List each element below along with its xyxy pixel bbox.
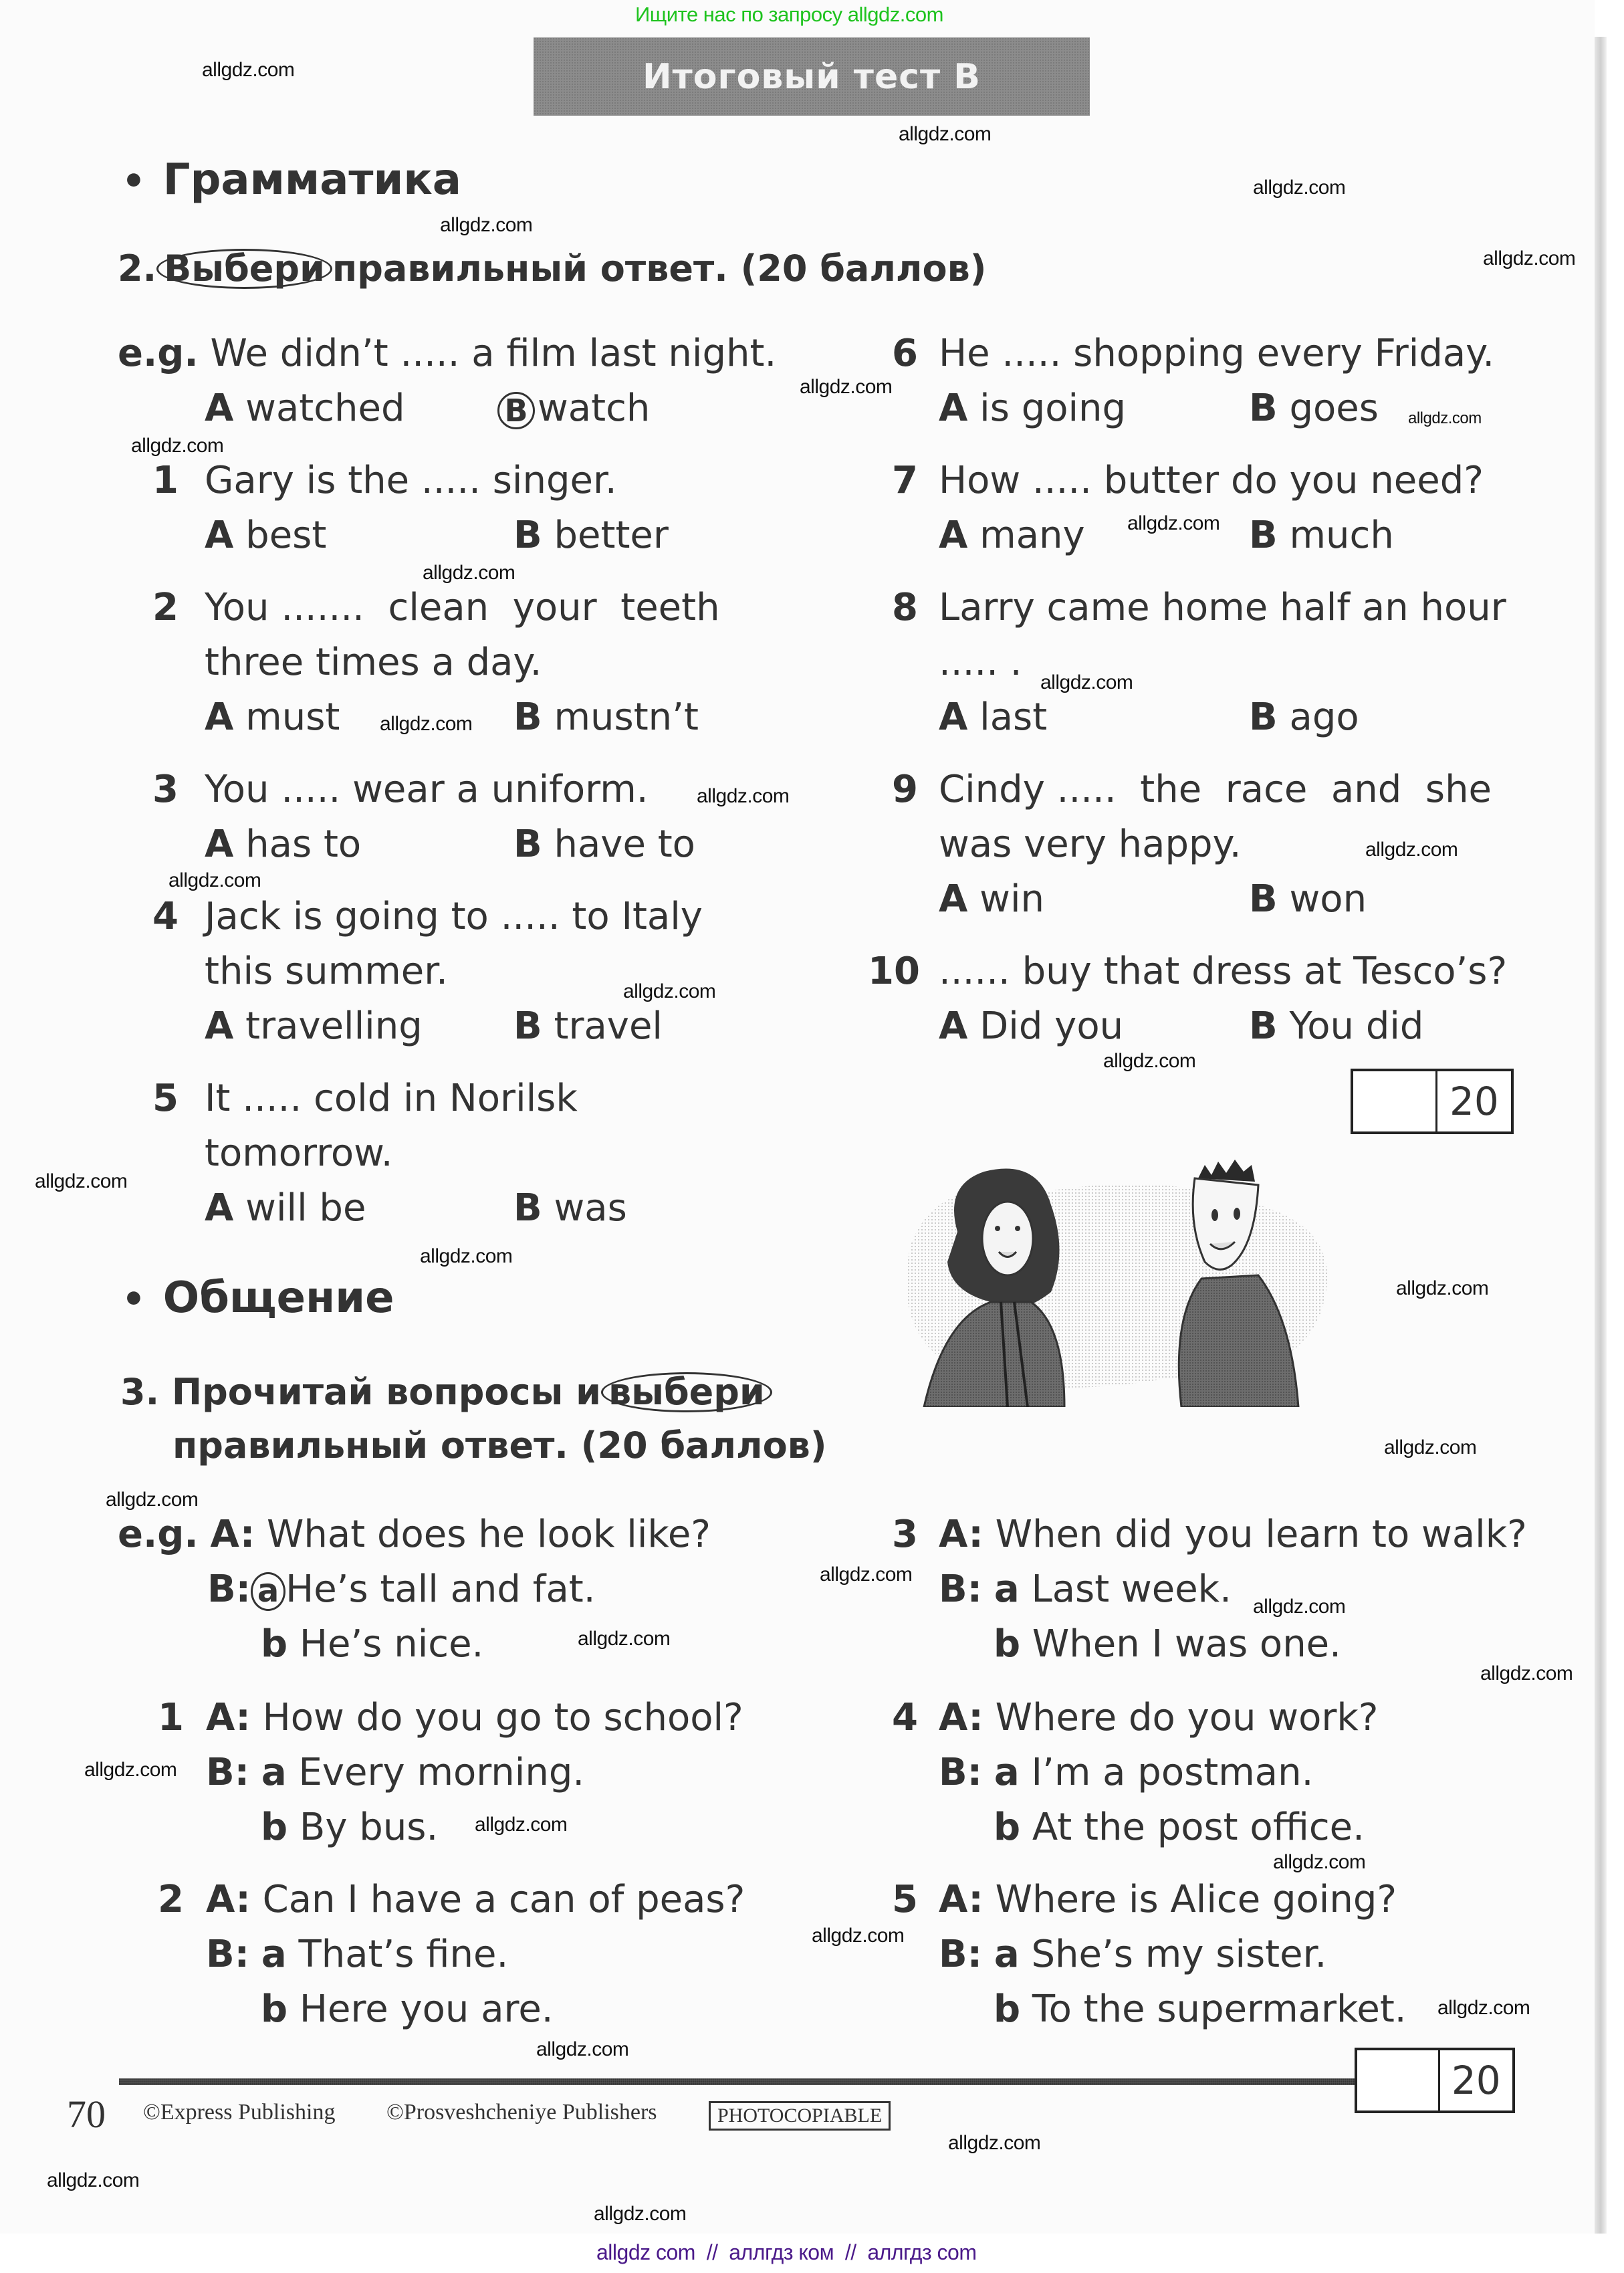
score-input-cell[interactable] [1357, 2050, 1440, 2110]
grammar-question-9-line-2: was very happy. [939, 823, 1242, 866]
option-text: She’s my sister. [1031, 1933, 1327, 1976]
grammar-question-9-line-1: Cindy ..... the race and she [939, 768, 1492, 811]
bullet-icon: • [122, 1278, 146, 1321]
speaker-a-label: A: [206, 1878, 251, 1921]
comm-q3-option-b[interactable] [994, 1622, 1341, 1666]
watermark: allgdz.com [1384, 1436, 1477, 1458]
item-number: 4 [152, 895, 179, 938]
option-text: mustn’t [554, 695, 699, 739]
bottom-watermark-banner[interactable]: allgdz com // аллгдз ком // аллгдз com [596, 2240, 977, 2264]
grammar-question-2-line-2: three times a day. [205, 641, 542, 684]
grammar-example-option-b-selected[interactable] [497, 387, 650, 430]
question-text: When did you learn to walk? [995, 1513, 1527, 1556]
option-letter: b [261, 1622, 288, 1666]
option-letter: B [1249, 1004, 1278, 1048]
speaker-a-label: A: [939, 1878, 983, 1921]
comm-question-2 [206, 1878, 745, 1921]
option-text: watched [245, 387, 405, 430]
grammar-question-8-line-1: Larry came home half an hour [939, 586, 1506, 629]
option-text: ago [1289, 695, 1359, 739]
grammar-q7-option-b[interactable] [1249, 514, 1394, 557]
speaker-b-label: B: [939, 1751, 983, 1794]
grammar-question-10: ...... buy that dress at Tesco’s? [939, 950, 1508, 993]
item-number: 10 [868, 950, 920, 993]
page-edge-shadow [1595, 37, 1607, 2234]
option-letter: b [994, 1987, 1021, 2031]
option-text: Last week. [1031, 1567, 1232, 1611]
watermark: allgdz.com [168, 869, 261, 891]
task-instruction: правильный ответ. (20 баллов) [332, 247, 987, 290]
comm-q2-option-a[interactable] [206, 1933, 508, 1976]
comm-example-option-a-selected[interactable] [207, 1567, 596, 1611]
item-number: 4 [892, 1696, 918, 1739]
question-text: What does he look like? [267, 1513, 711, 1556]
watermark: allgdz.com [420, 1245, 513, 1267]
watermark: allgdz.com [1253, 1596, 1346, 1618]
option-text: much [1289, 514, 1394, 557]
speaker-b-label: B: [206, 1933, 250, 1976]
watermark: allgdz.com [578, 1628, 671, 1650]
option-letter: B [1249, 387, 1278, 430]
grammar-q3-option-b[interactable] [513, 823, 695, 866]
option-text: travel [554, 1004, 663, 1048]
top-watermark-banner[interactable]: Ищите нас по запросу allgdz.com [635, 3, 943, 26]
watermark: allgdz.com [475, 1814, 568, 1836]
watermark: allgdz.com [1408, 409, 1482, 427]
comm-question-1 [206, 1696, 743, 1739]
option-text: win [979, 877, 1045, 921]
speaker-b-label: B: [939, 1567, 983, 1611]
option-letter: A [939, 695, 968, 739]
watermark: allgdz.com [202, 59, 295, 81]
grammar-q5-option-a[interactable] [205, 1186, 366, 1230]
watermark: allgdz.com [1365, 839, 1458, 861]
circled-answer-icon: a [251, 1572, 285, 1611]
task-number: 3. [120, 1371, 160, 1413]
comm-q5-option-a[interactable] [939, 1933, 1326, 1976]
grammar-q8-option-b[interactable] [1249, 695, 1359, 739]
task-2-heading [118, 247, 986, 290]
option-text: last [979, 695, 1048, 739]
option-text: better [554, 514, 669, 557]
option-letter: A [205, 1004, 234, 1048]
task-3-heading-line-2: правильный ответ. (20 баллов) [172, 1424, 827, 1467]
option-text: is going [979, 387, 1127, 430]
watermark: allgdz.com [1396, 1277, 1489, 1299]
option-letter: A [205, 387, 234, 430]
option-letter: a [994, 1933, 1020, 1976]
option-text: Here you are. [299, 1987, 554, 2031]
option-text: To the supermarket. [1032, 1987, 1407, 2031]
speaker-b-label: B: [206, 1751, 250, 1794]
task-number: 2. [118, 247, 157, 290]
item-number: 6 [892, 332, 918, 375]
comm-q4-option-b[interactable] [994, 1806, 1365, 1849]
option-text: You did [1289, 1004, 1424, 1048]
grammar-q7-option-a[interactable] [939, 514, 1085, 557]
section-title-communication [122, 1273, 394, 1323]
score-max: 20 [1451, 2058, 1501, 2103]
option-text: has to [245, 823, 362, 866]
option-letter: B [1249, 514, 1278, 557]
comm-q2-option-b[interactable] [261, 1987, 554, 2031]
item-number: 3 [152, 768, 179, 811]
option-letter: b [261, 1987, 288, 2031]
question-text: Where do you work? [995, 1696, 1379, 1739]
option-text: He’s nice. [299, 1622, 484, 1666]
comm-q5-option-b[interactable] [994, 1987, 1407, 2031]
score-max: 20 [1449, 1079, 1499, 1124]
option-letter: B [513, 695, 542, 739]
item-number: 7 [892, 459, 918, 502]
circled-verb: выбери [601, 1372, 772, 1412]
watermark: allgdz.com [948, 2132, 1041, 2154]
option-letter: B [513, 514, 542, 557]
item-number: 9 [892, 768, 918, 811]
option-letter: B [1249, 695, 1278, 739]
option-letter: A [205, 1186, 234, 1230]
grammar-q5-option-b[interactable] [513, 1186, 627, 1230]
grammar-q9-option-b[interactable] [1249, 877, 1367, 921]
circled-verb: Выбери [156, 249, 332, 289]
grammar-example-question [118, 332, 776, 375]
option-letter: A [939, 1004, 968, 1048]
footer-divider [119, 2078, 1356, 2085]
example-label: e.g. [118, 1513, 199, 1556]
bullet-icon: • [122, 160, 146, 203]
option-letter: B [513, 1004, 542, 1048]
speaker-a-label: A: [939, 1513, 983, 1556]
watermark: allgdz.com [812, 1925, 905, 1947]
watermark: allgdz.com [594, 2203, 687, 2225]
grammar-question-2-line-1: You ....... clean your teeth [205, 586, 720, 629]
option-letter: A [205, 823, 234, 866]
option-letter: A [939, 877, 968, 921]
example-label: e.g. [118, 332, 199, 375]
copyright-prosveshcheniye: ©Prosveshcheniye Publishers [386, 2100, 657, 2125]
question-text: Where is Alice going? [995, 1878, 1397, 1921]
grammar-question-4-line-2: this summer. [205, 950, 448, 993]
comm-q3-option-a[interactable] [939, 1567, 1232, 1611]
watermark: allgdz.com [1480, 1662, 1573, 1685]
watermark: allgdz.com [440, 214, 533, 236]
speaker-a-label: A: [939, 1696, 983, 1739]
section-title-grammar [122, 155, 461, 205]
score-input-cell[interactable] [1353, 1071, 1437, 1131]
question-text: Can I have a can of peas? [262, 1878, 745, 1921]
grammar-q9-option-a[interactable] [939, 877, 1044, 921]
option-letter: a [994, 1567, 1020, 1611]
grammar-example-option-a[interactable] [205, 387, 405, 430]
grammar-q6-option-b[interactable] [1249, 387, 1379, 430]
circled-answer-icon: B [497, 392, 535, 429]
question-text: How do you go to school? [262, 1696, 743, 1739]
comm-example-option-b[interactable] [261, 1622, 483, 1666]
option-text: By bus. [299, 1806, 439, 1849]
option-text: That’s fine. [298, 1933, 509, 1976]
watermark: allgdz.com [1103, 1050, 1196, 1072]
watermark: allgdz.com [623, 980, 716, 1002]
item-number: 2 [158, 1878, 184, 1921]
watermark: allgdz.com [899, 123, 992, 145]
speaker-a-label: A: [206, 1696, 251, 1739]
watermark: allgdz.com [1483, 247, 1576, 269]
grammar-q4-option-a[interactable] [205, 1004, 423, 1048]
task-instruction: Прочитай вопросы и [171, 1371, 601, 1413]
comm-q1-option-a[interactable] [206, 1751, 584, 1794]
illustration-girl-and-boy [884, 1145, 1392, 1407]
watermark: allgdz.com [536, 2038, 629, 2060]
grammar-question-5-line-1: It ..... cold in Norilsk [205, 1077, 578, 1120]
option-letter: B [513, 1186, 542, 1230]
section-title-text: Общение [162, 1273, 394, 1323]
comm-q4-option-a[interactable] [939, 1751, 1313, 1794]
watermark: allgdz.com [1040, 671, 1133, 693]
grammar-question-4-line-1: Jack is going to ..... to Italy [205, 895, 703, 938]
option-text: won [1289, 877, 1367, 921]
comm-question-5 [939, 1878, 1397, 1921]
test-title: Итоговый тест B [643, 56, 981, 97]
speaker-b-label: B: [207, 1567, 251, 1611]
option-text: At the post office. [1032, 1806, 1365, 1849]
watermark: allgdz.com [1127, 512, 1220, 534]
watermark: allgdz.com [84, 1759, 177, 1781]
comm-question-4 [939, 1696, 1379, 1739]
option-letter: A [939, 514, 968, 557]
comm-example-question [118, 1513, 711, 1556]
page-number: 70 [67, 2092, 106, 2136]
option-text: I’m a postman. [1031, 1751, 1314, 1794]
option-letter: A [205, 695, 234, 739]
grammar-q1-option-a[interactable] [205, 514, 326, 557]
option-text: watch [538, 387, 651, 430]
communication-score-box [1355, 2048, 1515, 2113]
option-letter: A [939, 387, 968, 430]
grammar-question-6: He ..... shopping every Friday. [939, 332, 1495, 375]
speaker-a-label: A: [210, 1513, 255, 1556]
grammar-question-3: You ..... wear a uniform. [205, 768, 649, 811]
watermark: allgdz.com [820, 1563, 913, 1586]
grammar-question-8-line-2: ..... . [939, 641, 1022, 684]
grammar-q6-option-a[interactable] [939, 387, 1126, 430]
option-text: He’s tall and fat. [285, 1567, 596, 1611]
watermark: allgdz.com [106, 1489, 199, 1511]
comm-question-3 [939, 1513, 1527, 1556]
option-letter: b [261, 1806, 288, 1849]
option-text: Did you [979, 1004, 1124, 1048]
item-number: 5 [152, 1077, 179, 1120]
grammar-q3-option-a[interactable] [205, 823, 361, 866]
test-title-banner [534, 37, 1090, 116]
grammar-q4-option-b[interactable] [513, 1004, 663, 1048]
option-text: was [554, 1186, 627, 1230]
option-text: best [245, 514, 327, 557]
option-text: Every morning. [298, 1751, 585, 1794]
watermark: allgdz.com [423, 562, 515, 584]
watermark: allgdz.com [35, 1170, 128, 1192]
grammar-question-1: Gary is the ..... singer. [205, 459, 617, 502]
watermark: allgdz.com [1273, 1851, 1366, 1873]
photocopiable-stamp: PHOTOCOPIABLE [709, 2101, 891, 2131]
grammar-q10-option-a[interactable] [939, 1004, 1123, 1048]
option-letter: a [261, 1933, 287, 1976]
item-number: 1 [158, 1696, 184, 1739]
option-text: must [245, 695, 340, 739]
item-number: 5 [892, 1878, 918, 1921]
watermark: allgdz.com [1437, 1997, 1530, 2019]
watermark: allgdz.com [131, 435, 224, 457]
grammar-q1-option-b[interactable] [513, 514, 669, 557]
example-question-text: We didn’t ..... a film last night. [210, 332, 777, 375]
item-number: 1 [152, 459, 179, 502]
grammar-q2-option-b[interactable] [513, 695, 699, 739]
copyright-express: ©Express Publishing [143, 2100, 336, 2125]
item-number: 8 [892, 586, 918, 629]
item-number: 2 [152, 586, 179, 629]
grammar-question-7: How ..... butter do you need? [939, 459, 1484, 502]
option-letter: B [1249, 877, 1278, 921]
watermark: allgdz.com [697, 785, 790, 807]
comm-q1-option-b[interactable] [261, 1806, 438, 1849]
option-text: When I was one. [1032, 1622, 1341, 1666]
option-letter: A [205, 514, 234, 557]
option-text: have to [554, 823, 695, 866]
grammar-q8-option-a[interactable] [939, 695, 1047, 739]
grammar-q2-option-a[interactable] [205, 695, 340, 739]
option-text: many [979, 514, 1085, 557]
section-title-text: Грамматика [162, 155, 461, 205]
watermark: allgdz.com [47, 2169, 140, 2191]
option-text: goes [1289, 387, 1379, 430]
grammar-question-5-line-2: tomorrow. [205, 1131, 393, 1175]
item-number: 3 [892, 1513, 918, 1556]
task-3-heading-line-1 [120, 1371, 772, 1413]
watermark: allgdz.com [800, 376, 893, 398]
option-letter: a [994, 1751, 1020, 1794]
option-letter: b [994, 1806, 1021, 1849]
option-text: travelling [245, 1004, 423, 1048]
watermark: allgdz.com [1253, 177, 1346, 199]
option-letter: b [994, 1622, 1021, 1666]
option-text: will be [245, 1186, 366, 1230]
grammar-score-box [1351, 1069, 1514, 1134]
speaker-b-label: B: [939, 1933, 983, 1976]
watermark: allgdz.com [380, 713, 473, 735]
option-letter: a [261, 1751, 287, 1794]
option-letter: B [513, 823, 542, 866]
grammar-q10-option-b[interactable] [1249, 1004, 1423, 1048]
